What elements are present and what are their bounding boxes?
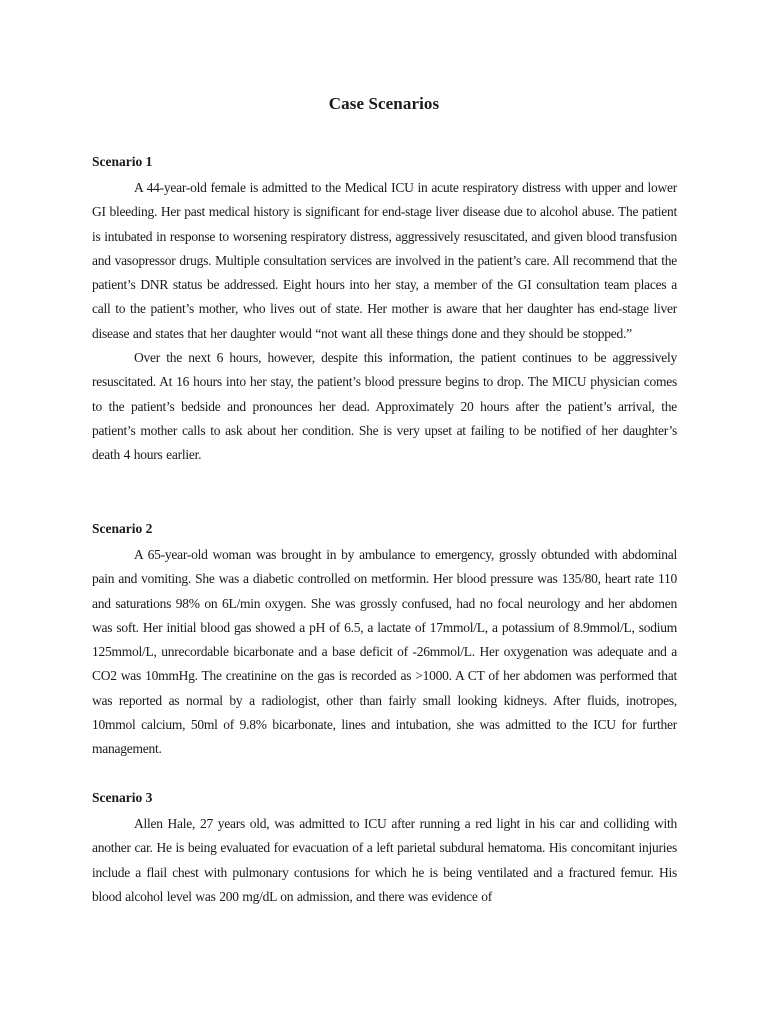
scenario-3-section: [92, 786, 677, 909]
scenario-1-heading: Scenario 1: [92, 154, 153, 169]
page-title: Case Scenarios: [328, 94, 440, 113]
scenario-2-paragraph-1: A 65-year-old woman was brought in by ambulance to emergency, grossly obtunded with abdominal pain and vomiting. She was a diabetic controlled on metformin. Her blood pressure was 135/80, heart rate 110 and saturations 98% on 6L/min oxygen. She was grossly confused, had no focal neurology and her abdomen was soft. Her initial blood gas showed a pH of 6.5, a lactate of 17mmol/L, a potassium of 8.9mmol/L, sodium 125mmol/L, unrecordable bicarbonate and a base deficit of -26mmol/L. Her oxygenation was adequate and a CO2 was 10mmHg. The creatinine on the gas is recorded as >1000. A CT of her abdomen was performed that was reported as normal by a radiologist, other than fairly small looking kidneys. After fluids, inotropes, 10mmol calcium, 50ml of 9.8% bicarbonate, lines and intubation, she was admitted to the ICU for further management.: [92, 547, 677, 757]
scenario-1-paragraph-2: Over the next 6 hours, however, despite this information, the patient continues to be aggressively resuscitated. At 16 hours into her stay, the patient’s blood pressure begins to drop. The MICU physician comes to the patient’s bedside and pronounces her dead. Approximately 20 hours after the patient’s arrival, the patient’s mother calls to ask about her condition. She is very upset at failing to be notified of her daughter’s death 4 hours earlier.: [92, 350, 677, 463]
scenario-2-heading: Scenario 2: [92, 521, 153, 536]
scenario-1-paragraph-1: A 44-year-old female is admitted to the Medical ICU in acute respiratory distress with upper and lower GI bleeding. Her past medical history is significant for end-stage liver disease due to alcohol abuse. The patient is intubated in response to worsening respiratory distress, aggressively resuscitated, and given blood transfusion and vasopressor drugs. Multiple consultation services are involved in the patient’s care. All recommend that the patient’s DNR status be addressed. Eight hours into her stay, a member of the GI consultation team places a call to the patient’s mother, who lives out of state. Her mother is aware that her daughter has end-stage liver disease and states that her daughter would “not want all these things done and they should be stopped.”: [92, 180, 677, 341]
scenario-3-heading: Scenario 3: [92, 790, 153, 805]
scenario-2-section: [92, 517, 677, 762]
scenario-1-section: [92, 150, 677, 468]
scenario-3-paragraph-1: Allen Hale, 27 years old, was admitted to ICU after running a red light in his car and colliding with another car. He is being evaluated for evacuation of a left parietal subdural hematoma. His concomitant injuries include a flail chest with pulmonary contusions for which he is being ventilated and a fractured femur. His blood alcohol level was 200 mg/dL on admission, and there was evidence of: [92, 816, 677, 904]
